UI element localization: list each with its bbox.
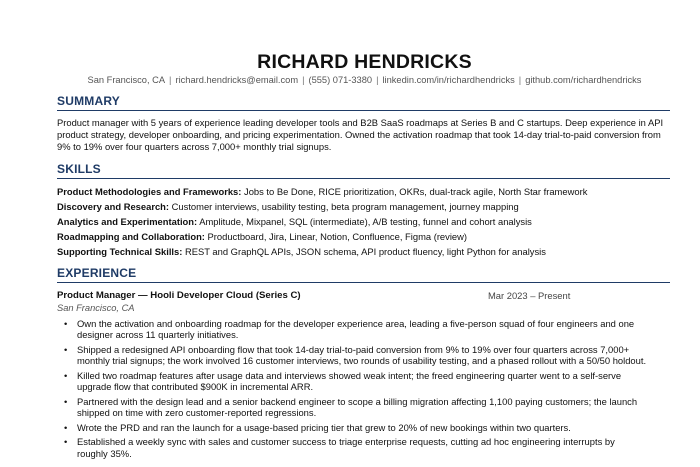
- skill-label: Supporting Technical Skills:: [57, 246, 183, 258]
- contact-linkedin[interactable]: linkedin.com/in/richardhendricks: [382, 75, 515, 85]
- summary-heading: SUMMARY: [57, 94, 120, 108]
- job-dates: Mar 2023 – Present: [488, 289, 571, 301]
- skill-row: [57, 184, 672, 199]
- job-header: [57, 289, 672, 302]
- bullet-dot: •: [64, 435, 68, 447]
- list-item: [57, 422, 647, 434]
- list-item: [57, 318, 647, 342]
- skill-row: [57, 199, 672, 214]
- skills-list: [57, 184, 672, 260]
- bullet-dot: •: [64, 395, 68, 407]
- experience-section: [57, 266, 672, 460]
- job-title: Product Manager — Hooli Developer Cloud (Series C): [57, 289, 301, 301]
- bullet-dot: •: [64, 421, 68, 433]
- skill-row: [57, 214, 672, 229]
- list-item: [57, 370, 647, 394]
- bullet-text: Killed two roadmap features after usage data and interviews showed weak intent; the freed engineering quarter went to a self-serve upgrade flow that contributed $900K in incremental ARR.: [77, 369, 622, 393]
- skill-value: Productboard, Jira, Linear, Notion, Confluence, Figma (review): [207, 231, 468, 243]
- job-bullets: [57, 318, 672, 460]
- bullet-text: Partnered with the design lead and a senior backend engineer to scope a billing migration affecting 1,100 paying customers; the launch shipped on time with zero customer-reported regressions.: [77, 395, 638, 419]
- skill-label: Product Methodologies and Frameworks:: [57, 185, 242, 197]
- candidate-name: RICHARD HENDRICKS: [257, 51, 472, 73]
- summary-section: [57, 94, 672, 154]
- skill-label: Roadmapping and Collaboration:: [57, 231, 205, 243]
- bullet-dot: •: [64, 343, 68, 355]
- summary-text: Product manager with 5 years of experience leading developer tools and B2B SaaS roadmaps at Series B and C startups. Deep experience in API product strategy, developer onboarding, and pricing experimentation. Owned the activation roadmap that took 14-day trial-to-paid conversion from 9% to 19% over four quarters across 7,000+ monthly trial signups.: [57, 117, 664, 153]
- contact-github[interactable]: github.com/richardhendricks: [525, 75, 642, 85]
- bullet-text: Own the activation and onboarding roadmap for the developer experience area, leading a five-person squad of four engineers and one designer across 11 quarterly initiatives.: [77, 317, 635, 341]
- section-divider: [57, 110, 670, 111]
- bullet-text: Established a weekly sync with sales and customer success to triage enterprise requests, cutting ad hoc engineering interrupts by roughly 35%.: [77, 435, 615, 459]
- skill-label: Discovery and Research:: [57, 200, 170, 212]
- skill-value: Amplitude, Mixpanel, SQL (intermediate), A/B testing, funnel and cohort analysis: [199, 216, 532, 228]
- skill-row: [57, 244, 672, 259]
- list-item: [57, 344, 647, 368]
- skill-value: Customer interviews, usability testing, beta program management, journey mapping: [171, 200, 519, 212]
- section-divider: [57, 282, 670, 283]
- bullet-text: Wrote the PRD and ran the launch for a usage-based pricing tier that grew to 20% of new bookings within two quarters.: [77, 421, 571, 433]
- contact-email[interactable]: richard.hendricks@email.com: [175, 75, 299, 85]
- skill-label: Analytics and Experimentation:: [57, 216, 198, 228]
- list-item: [57, 436, 647, 460]
- contact-separator: |: [169, 75, 172, 85]
- contact-phone: (555) 071-3380: [308, 75, 373, 85]
- contact-location: San Francisco, CA: [87, 75, 166, 85]
- skill-value: Jobs to Be Done, RICE prioritization, OKRs, dual-track agile, North Star framework: [244, 185, 588, 197]
- bullet-dot: •: [64, 317, 68, 329]
- skill-value: REST and GraphQL APIs, JSON schema, API product fluency, light Python for analysis: [184, 246, 546, 258]
- contact-line: [57, 74, 672, 86]
- experience-heading: EXPERIENCE: [57, 265, 137, 280]
- skill-row: [57, 229, 672, 244]
- contact-separator: |: [376, 75, 379, 85]
- job-location: San Francisco, CA: [57, 302, 135, 313]
- skills-section: [57, 162, 672, 260]
- contact-separator: |: [518, 75, 522, 85]
- list-item: [57, 396, 647, 420]
- section-divider: [57, 178, 670, 179]
- skills-heading: SKILLS: [57, 161, 101, 176]
- bullet-dot: •: [64, 369, 68, 381]
- contact-separator: |: [302, 75, 305, 85]
- bullet-text: Shipped a redesigned API onboarding flow that took 14-day trial-to-paid conversion from 9% to 19% over four quarters across 7,000+ monthly trial signups; the work involved 16 customer interviews, two rounds of usability testing, and a phased rollout with a 50/50 holdout.: [77, 343, 647, 367]
- job-entry: [57, 289, 672, 460]
